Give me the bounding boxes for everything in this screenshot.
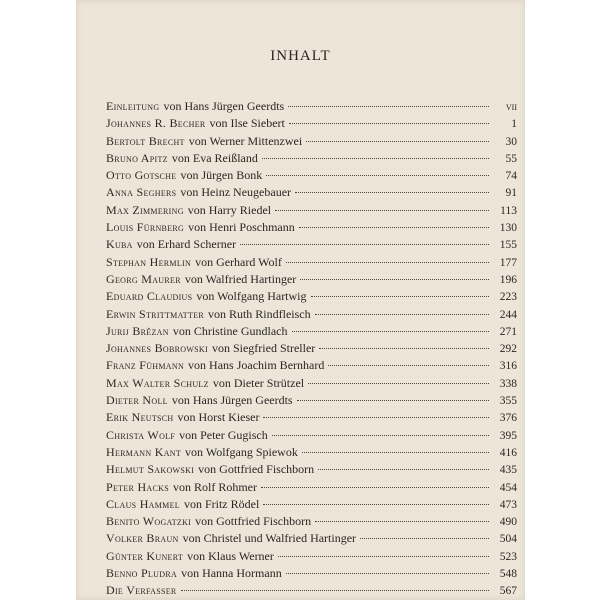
- toc-entry-essay-author: von Hans Jürgen Geerdts: [171, 393, 293, 408]
- dot-leader: [328, 365, 489, 366]
- toc-entry-page-number: 223: [499, 291, 517, 304]
- toc-entry-author: Die Verfasser: [106, 583, 177, 598]
- dot-leader: [306, 141, 489, 142]
- toc-entry-essay-author: von Ruth Rindfleisch: [207, 306, 311, 321]
- toc-entry: [106, 582, 517, 599]
- toc-entry-essay-author: von Horst Kieser: [177, 410, 260, 425]
- dot-leader: [302, 452, 489, 453]
- toc-entry: [106, 219, 517, 236]
- toc-entry-author: Eduard Claudius: [106, 289, 193, 304]
- toc-entry-page-number: 376: [499, 412, 517, 425]
- toc-entry-essay-author: von Harry Riedel: [187, 202, 272, 217]
- dot-leader: [300, 279, 489, 280]
- toc-entry-page-number: 177: [499, 256, 517, 269]
- toc-entry-author: Christa Wolf: [106, 427, 176, 442]
- dot-leader: [240, 244, 489, 245]
- toc-entry-essay-author: von Siegfried Streller: [211, 341, 316, 356]
- toc-entry-author: Erik Neutsch: [106, 410, 174, 425]
- dot-leader: [289, 123, 489, 124]
- toc-entry: [106, 184, 517, 201]
- dot-leader: [275, 210, 489, 211]
- toc-entry-page-number: 473: [499, 498, 517, 511]
- toc-entry: [106, 133, 517, 150]
- toc-entry: [106, 340, 517, 357]
- toc-entry-author: Johannes Bobrowski: [106, 341, 208, 356]
- toc-entry-page-number: 316: [499, 360, 517, 373]
- toc-entry-essay-author: von Hanna Hormann: [181, 566, 282, 581]
- toc-entry-page-number: 74: [505, 170, 517, 183]
- toc-entry: [106, 479, 517, 496]
- toc-entry-essay-author: von Gottfried Fischborn: [198, 462, 315, 477]
- toc-entry-page-number: 130: [499, 222, 517, 235]
- toc-entry-page-number: 30: [505, 135, 517, 148]
- toc-entry: [106, 530, 517, 547]
- dot-leader: [315, 521, 489, 522]
- dot-leader: [360, 538, 489, 539]
- toc-entry-page-number: 355: [499, 395, 517, 408]
- toc-entry-essay-author: von Christel und Walfried Hartinger: [182, 531, 357, 546]
- toc-entry: [106, 461, 517, 478]
- toc-entry-author: Max Walter Schulz: [106, 375, 209, 390]
- toc-entry-author: Peter Hacks: [106, 479, 169, 494]
- toc-entry: [106, 409, 517, 426]
- toc-entry-essay-author: von Peter Gugisch: [179, 427, 268, 442]
- toc-entry: [106, 150, 517, 167]
- dot-leader: [297, 400, 489, 401]
- dot-leader: [299, 227, 489, 228]
- toc-entry-author: Louis Fürnberg: [106, 220, 185, 235]
- toc-entry-page-number: 55: [505, 152, 517, 165]
- dot-leader: [308, 383, 489, 384]
- toc-entry-page-number: 292: [499, 343, 517, 356]
- toc-entry-author: Otto Gotsche: [106, 168, 177, 183]
- toc-entry-author: Stephan Hermlin: [106, 254, 192, 269]
- toc-entry: [106, 513, 517, 530]
- toc-entry-essay-author: von Walfried Hartinger: [184, 271, 297, 286]
- toc-entry: [106, 444, 517, 461]
- toc-entry-author: Kuba: [106, 237, 133, 252]
- toc-entry-author: Johannes R. Becher: [106, 116, 206, 131]
- toc-entry: [106, 323, 517, 340]
- toc-entry: [106, 357, 517, 374]
- toc-entry-page-number: 395: [499, 429, 517, 442]
- toc-entry-author: Benito Wogatzki: [106, 514, 192, 529]
- toc-entry-author: Max Zimmering: [106, 202, 184, 217]
- toc-entry-page-number: 504: [499, 533, 517, 546]
- toc-entry: [106, 565, 517, 582]
- toc-entry: [106, 98, 517, 115]
- toc-entry-essay-author: von Henri Poschmann: [188, 220, 295, 235]
- toc-entry-page-number: 416: [499, 446, 517, 459]
- toc-entry-essay-author: von Wolfgang Spiewok: [185, 444, 298, 459]
- toc-entry: [106, 392, 517, 409]
- dot-leader: [278, 556, 489, 557]
- dot-leader: [318, 469, 489, 470]
- table-of-contents: [106, 98, 517, 600]
- toc-entry-essay-author: von Hans Jürgen Geerdts: [163, 99, 285, 113]
- toc-entry-author: Georg Maurer: [106, 271, 181, 286]
- toc-entry-essay-author: von Christine Gundlach: [172, 323, 288, 338]
- toc-entry: [106, 254, 517, 271]
- toc-entry-essay-author: von Hans Joachim Bernhard: [188, 358, 325, 373]
- dot-leader: [319, 348, 489, 349]
- page-title: INHALT: [270, 48, 331, 64]
- dot-leader: [295, 192, 489, 193]
- toc-entry: [106, 202, 517, 219]
- toc-entry-essay-author: von Klaus Werner: [187, 548, 274, 563]
- toc-entry-author: Günter Kunert: [106, 548, 184, 563]
- toc-entry-author: Anna Seghers: [106, 185, 177, 200]
- toc-entry-page-number: 567: [499, 585, 517, 598]
- toc-entry-essay-author: von Fritz Rödel: [183, 496, 260, 511]
- toc-entry-page-number: vii: [505, 101, 517, 113]
- toc-entry: [106, 167, 517, 184]
- dot-leader: [266, 175, 489, 176]
- toc-entry: [106, 115, 517, 132]
- toc-entry: [106, 271, 517, 288]
- dot-leader: [292, 331, 490, 332]
- toc-entry-author: Hermann Kant: [106, 444, 182, 459]
- toc-entry-author: Franz Fühmann: [106, 358, 185, 373]
- dot-leader: [311, 296, 489, 297]
- dot-leader: [272, 435, 489, 436]
- toc-entry-essay-author: von Werner Mittenzwei: [188, 133, 303, 148]
- dot-leader: [263, 417, 489, 418]
- toc-entry-author: Erwin Strittmatter: [106, 306, 204, 321]
- dot-leader: [288, 106, 489, 107]
- toc-entry: [106, 375, 517, 392]
- toc-entry: [106, 306, 517, 323]
- dot-leader: [315, 314, 489, 315]
- toc-entry-essay-author: von Heinz Neugebauer: [180, 185, 292, 200]
- book-page: [76, 0, 525, 600]
- dot-leader: [181, 590, 489, 591]
- toc-entry-page-number: 271: [499, 325, 517, 338]
- dot-leader: [262, 158, 489, 159]
- toc-entry-author: Bertolt Brecht: [106, 133, 185, 148]
- toc-entry-author: Einleitung: [106, 99, 160, 113]
- toc-entry-page-number: 113: [500, 204, 517, 217]
- toc-entry-author: Benno Pludra: [106, 566, 178, 581]
- toc-entry-essay-author: von Rolf Rohmer: [172, 479, 257, 494]
- toc-entry-page-number: 155: [499, 239, 517, 252]
- toc-entry: [106, 288, 517, 305]
- toc-entry-essay-author: von Wolfgang Hartwig: [196, 289, 307, 304]
- toc-entry-essay-author: von Jürgen Bonk: [180, 168, 263, 183]
- toc-entry-page-number: 435: [499, 464, 517, 477]
- dot-leader: [263, 504, 489, 505]
- toc-entry-author: Dieter Noll: [106, 393, 168, 408]
- toc-entry-essay-author: von Gottfried Fischborn: [195, 514, 312, 529]
- toc-entry-essay-author: von Eva Reißland: [171, 150, 258, 165]
- toc-entry-page-number: 1: [511, 118, 517, 131]
- toc-entry: [106, 496, 517, 513]
- toc-entry-essay-author: von Dieter Strützel: [212, 375, 305, 390]
- toc-entry: [106, 427, 517, 444]
- toc-entry-page-number: 338: [499, 377, 517, 390]
- toc-entry-author: Bruno Apitz: [106, 150, 168, 165]
- toc-entry-page-number: 454: [499, 481, 517, 494]
- dot-leader: [261, 487, 489, 488]
- toc-entry-author: Helmut Sakowski: [106, 462, 195, 477]
- dot-leader: [286, 262, 489, 263]
- toc-entry-essay-author: von Erhard Scherner: [136, 237, 237, 252]
- toc-entry-essay-author: von Gerhard Wolf: [195, 254, 282, 269]
- toc-entry-author: Volker Braun: [106, 531, 179, 546]
- toc-entry-author: Jurij Brězan: [106, 323, 169, 338]
- toc-entry-page-number: 196: [499, 273, 517, 286]
- toc-entry-page-number: 548: [499, 568, 517, 581]
- toc-entry-author: Claus Hammel: [106, 496, 180, 511]
- dot-leader: [286, 573, 489, 574]
- toc-entry-essay-author: von Ilse Siebert: [209, 116, 285, 131]
- toc-entry: [106, 548, 517, 565]
- toc-entry-page-number: 244: [499, 308, 517, 321]
- toc-entry-page-number: 490: [499, 516, 517, 529]
- toc-entry: [106, 236, 517, 253]
- toc-entry-page-number: 523: [499, 550, 517, 563]
- toc-entry-page-number: 91: [505, 187, 517, 200]
